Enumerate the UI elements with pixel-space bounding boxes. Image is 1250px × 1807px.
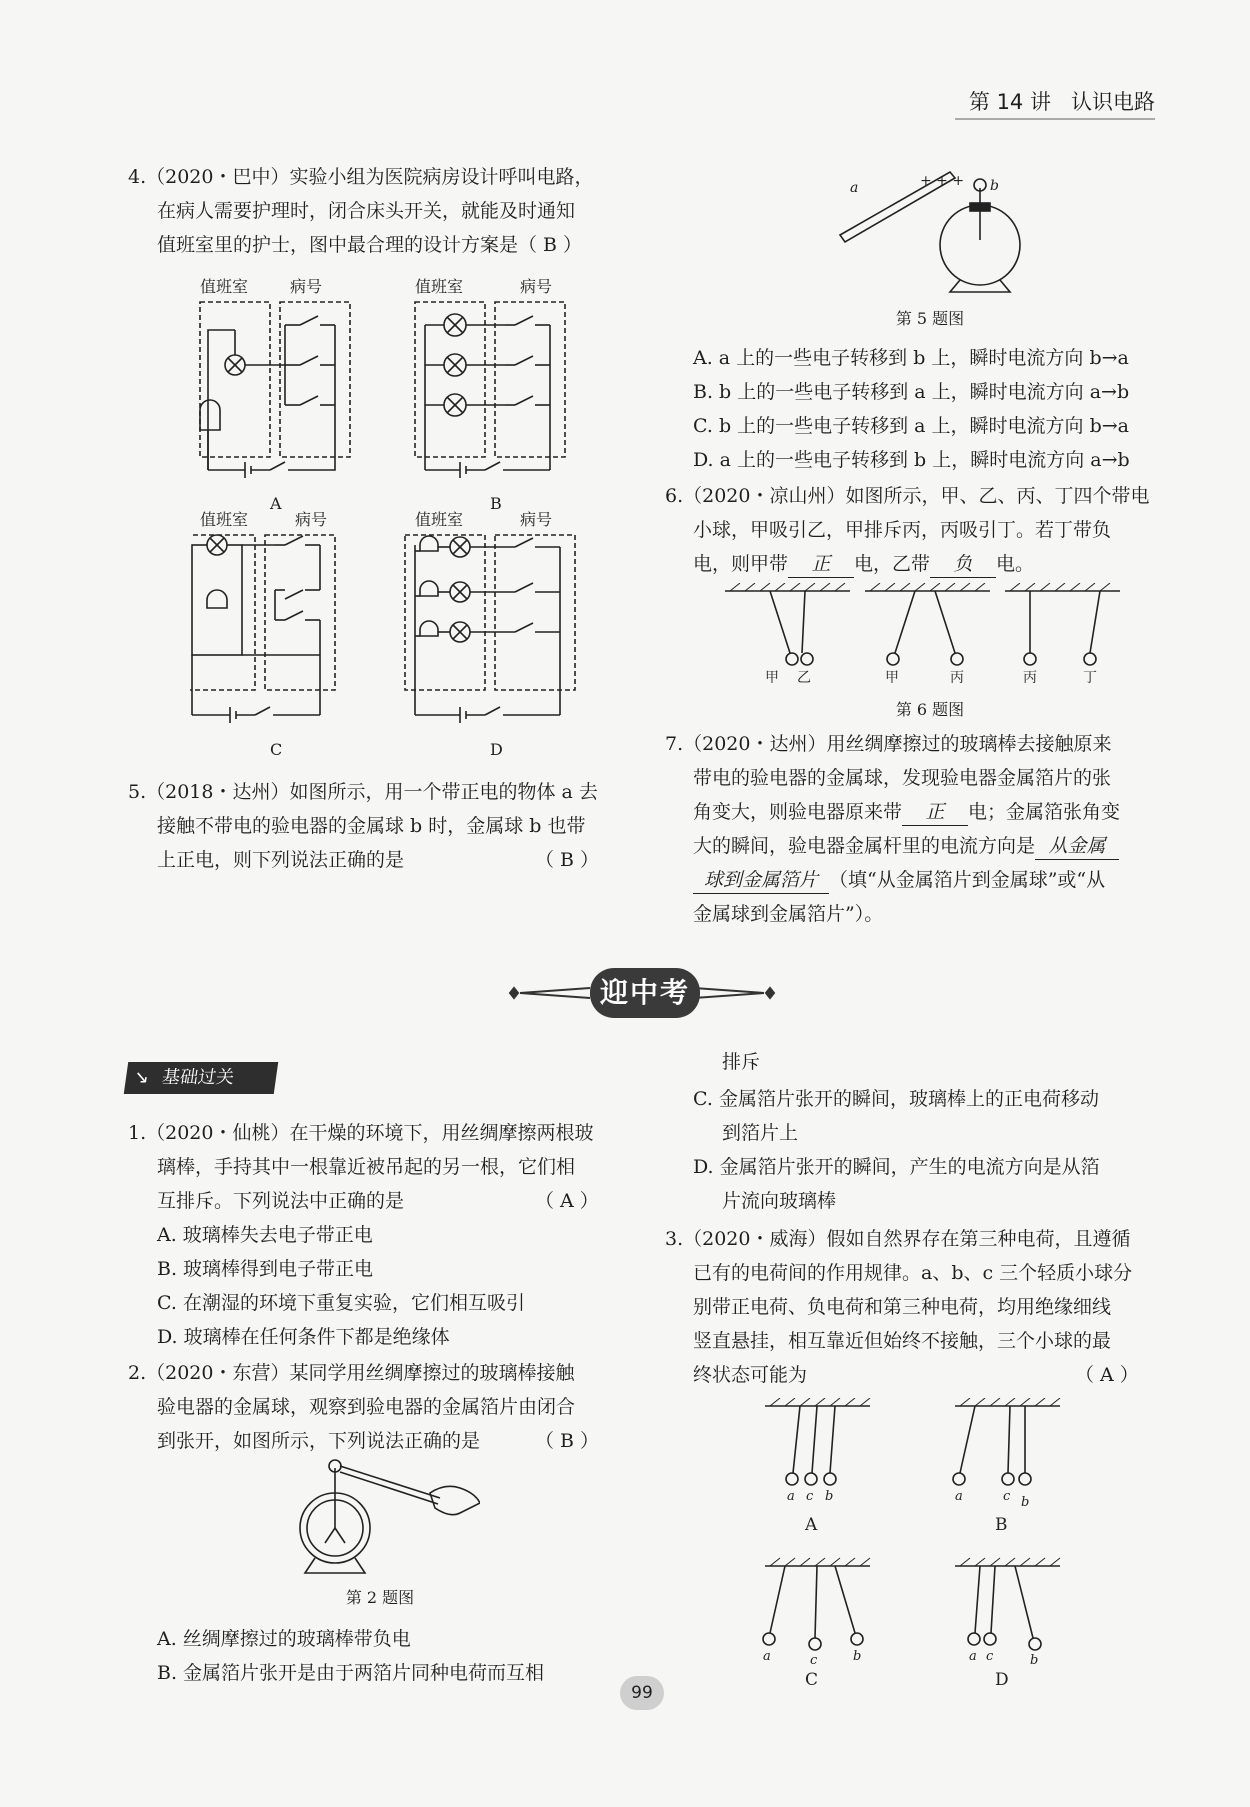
pair-2: [865, 583, 990, 665]
page-number: 99: [620, 1676, 664, 1710]
circuit-d-label: D: [490, 740, 503, 759]
pair-3: [1005, 583, 1120, 665]
circuit-b-duty-label: 值班室: [415, 277, 464, 296]
b2-answer: （ B ）: [535, 1430, 600, 1452]
b2-option-b: B. 金属箔片张开是由于两箔片同种电荷而互相: [157, 1662, 545, 1684]
q5-option-d: D. a 上的一些电子转移到 b 上，瞬时电流方向 a→b: [693, 449, 1130, 471]
q7-blank-1[interactable]: 正: [902, 801, 968, 826]
q5-option-a: A. a 上的一些电子转移到 b 上，瞬时电流方向 b→a: [693, 347, 1129, 369]
b2-option-a: A. 丝绸摩擦过的玻璃棒带负电: [157, 1628, 411, 1650]
q6-caption: 第 6 题图: [895, 700, 965, 719]
circuit-b: [415, 302, 565, 478]
arrow-down-right-icon: ↘: [132, 1067, 151, 1088]
lecture-number: 第 14 讲: [968, 90, 1051, 114]
b3-line-5: 终状态可能为: [693, 1364, 808, 1386]
b1-answer: （ A ）: [535, 1190, 599, 1212]
q5-caption: 第 5 题图: [895, 309, 965, 328]
b2-line-1: 2.（2020・东营）某同学用丝绸摩擦过的玻璃棒接触: [128, 1362, 575, 1384]
q7-line-3-post: 电；金属箔张角变: [968, 801, 1121, 823]
circuit-b-label: B: [490, 494, 502, 513]
b3-fig-d-label: D: [995, 1670, 1009, 1688]
q6-ball-label-2: 乙: [797, 670, 811, 683]
b3-fig-b: [953, 1398, 1060, 1485]
svg-text:a: a: [969, 1649, 977, 1664]
b3-fig-c: [763, 1558, 870, 1650]
q5-line-2: 接触不带电的验电器的金属球 b 时，金属球 b 也带: [157, 815, 586, 837]
q6-blank-1[interactable]: 正: [788, 553, 854, 578]
circuit-c-ward-label: 病号: [295, 510, 328, 529]
svg-text:c: c: [986, 1649, 994, 1664]
q5-electroscope-figure: [830, 160, 1060, 300]
svg-text:b: b: [990, 178, 999, 194]
b2-option-d-cont: 片流向玻璃棒: [722, 1190, 837, 1212]
q4-line-2: 在病人需要护理时，闭合床头开关，就能及时通知: [157, 200, 576, 222]
b1-line-3: 互排斥。下列说法中正确的是: [157, 1190, 405, 1212]
b3-line-4: 竖直悬挂，相互靠近但始终不接触，三个小球的最: [693, 1330, 1112, 1352]
q7-line-4: [693, 829, 1119, 863]
section-tag: [124, 1062, 278, 1094]
svg-text:a: a: [787, 1489, 795, 1504]
svg-text:a: a: [850, 180, 859, 196]
circuit-a-label: A: [270, 494, 282, 513]
b3-answer: （ A ）: [1075, 1364, 1139, 1386]
q4-line-1: 4.（2020・巴中）实验小组为医院病房设计呼叫电路，: [128, 166, 594, 188]
q6-ball-label-3: 甲: [885, 670, 899, 683]
svg-text:b: b: [1021, 1495, 1030, 1510]
b3-fig-c-label: C: [805, 1670, 819, 1688]
svg-text:b: b: [853, 1649, 862, 1664]
svg-text:a: a: [763, 1649, 771, 1664]
q7-line-5-post: （填“从金属箔片到金属球”或“从: [829, 869, 1106, 891]
q7-line-1: 7.（2020・达州）用丝绸摩擦过的玻璃棒去接触原来: [665, 733, 1112, 755]
q4-circuit-diagrams: [190, 270, 600, 760]
q6-line-1: 6.（2020・凉山州）如图所示，甲、乙、丙、丁四个带电: [665, 485, 1150, 507]
circuit-d: [405, 535, 575, 723]
lecture-title: 认识电路: [1071, 90, 1155, 114]
q5-line-1: 5.（2018・达州）如图所示，用一个带正电的物体 a 去: [128, 781, 598, 803]
b1-option-b: B. 玻璃棒得到电子带正电: [157, 1258, 374, 1280]
q6-ball-label-6: 丁: [1083, 670, 1097, 683]
q7-line-3-pre: 角变大，则验电器原来带: [693, 801, 903, 823]
q6-line-2: 小球，甲吸引乙，甲排斥丙，丙吸引丁。若丁带负: [693, 519, 1112, 541]
page-header: [969, 86, 1155, 116]
q6-line-3: [693, 547, 1034, 581]
b3-options-figure: [755, 1398, 1095, 1688]
q6-balls-figure: [725, 583, 1125, 683]
header-underline: [955, 118, 1155, 120]
q5-answer: （ B ）: [535, 849, 600, 871]
q5-option-c: C. b 上的一些电子转移到 a 上，瞬时电流方向 b→a: [693, 415, 1129, 437]
b3-line-1: 3.（2020・威海）假如自然界存在第三种电荷，且遵循: [665, 1228, 1131, 1250]
circuit-d-duty-label: 值班室: [415, 510, 464, 529]
svg-text:c: c: [810, 1653, 818, 1668]
svg-text:b: b: [1030, 1653, 1039, 1668]
section-title: 基础过关: [160, 1067, 236, 1088]
circuit-a-ward-label: 病号: [290, 277, 323, 296]
q6-line-3-pre: 电，则甲带: [693, 553, 789, 575]
banner-title: 迎中考: [590, 968, 700, 1018]
circuit-d-ward-label: 病号: [520, 510, 553, 529]
b3-fig-a: [765, 1398, 870, 1485]
svg-text:b: b: [825, 1489, 834, 1504]
b1-line-2: 璃棒，手持其中一根靠近被吊起的另一根，它们相: [157, 1156, 576, 1178]
b3-fig-d: [955, 1558, 1060, 1650]
b2-caption: 第 2 题图: [345, 1588, 415, 1607]
b1-option-c: C. 在潮湿的环境下重复实验，它们相互吸引: [157, 1292, 525, 1314]
circuit-c-duty-label: 值班室: [200, 510, 249, 529]
b1-option-d: D. 玻璃棒在任何条件下都是绝缘体: [157, 1326, 450, 1348]
b3-line-3: 别带正电荷、负电荷和第三种电荷，均用绝缘细线: [693, 1296, 1112, 1318]
q5-option-b: B. b 上的一些电子转移到 a 上，瞬时电流方向 a→b: [693, 381, 1130, 403]
q6-ball-label-5: 丙: [1023, 670, 1037, 683]
q7-line-5: [693, 863, 1105, 897]
b2-option-b-cont: 排斥: [722, 1051, 761, 1073]
circuit-c-label: C: [270, 740, 283, 759]
q7-line-4-pre: 大的瞬间，验电器金属杆里的电流方向是: [693, 835, 1036, 857]
q6-blank-2[interactable]: 负: [930, 553, 996, 578]
circuit-a: [200, 302, 350, 478]
q6-ball-label-1: 甲: [765, 670, 779, 683]
circuit-a-duty-label: 值班室: [200, 277, 249, 296]
circuit-c: [190, 535, 335, 723]
svg-text:c: c: [806, 1489, 814, 1504]
svg-text:c: c: [1003, 1489, 1011, 1504]
pair-1: [725, 583, 850, 665]
q7-blank-2a[interactable]: 从金属: [1035, 835, 1119, 860]
b2-option-c: C. 金属箔片张开的瞬间，玻璃棒上的正电荷移动: [693, 1088, 1099, 1110]
b3-line-2: 已有的电荷间的作用规律。a、b、c 三个轻质小球分: [693, 1262, 1133, 1284]
q7-line-6: 金属球到金属箔片”）。: [693, 903, 884, 925]
b2-line-3: 到张开，如图所示，下列说法正确的是: [157, 1430, 481, 1452]
q5-line-3: 上正电，则下列说法正确的是: [157, 849, 405, 871]
b2-option-d: D. 金属箔片张开的瞬间，产生的电流方向是从箔: [693, 1156, 1100, 1178]
b2-option-c-cont: 到箔片上: [722, 1122, 799, 1144]
b1-option-a: A. 玻璃棒失去电子带正电: [157, 1224, 373, 1246]
circuit-b-ward-label: 病号: [520, 277, 553, 296]
b1-line-1: 1.（2020・仙桃）在干燥的环境下，用丝绸摩擦两根玻: [128, 1122, 594, 1144]
b3-fig-a-label: A: [805, 1515, 818, 1535]
b3-fig-b-label: B: [995, 1515, 1008, 1535]
q7-blank-2b[interactable]: 球到金属箔片: [693, 869, 829, 894]
b2-electroscope-figure: [290, 1458, 480, 1578]
q4-line-3: 值班室里的护士，图中最合理的设计方案是（ B ）: [157, 234, 583, 256]
svg-text:+ + +: + + +: [920, 173, 965, 189]
q6-line-3-post: 电。: [996, 553, 1035, 575]
q7-line-2: 带电的验电器的金属球，发现验电器金属箔片的张: [693, 767, 1112, 789]
q6-line-3-mid: 电，乙带: [854, 553, 931, 575]
svg-text:a: a: [955, 1489, 963, 1504]
q7-line-3: [693, 795, 1120, 829]
b2-line-2: 验电器的金属球，观察到验电器的金属箔片由闭合: [157, 1396, 576, 1418]
q6-ball-label-4: 丙: [950, 670, 964, 683]
